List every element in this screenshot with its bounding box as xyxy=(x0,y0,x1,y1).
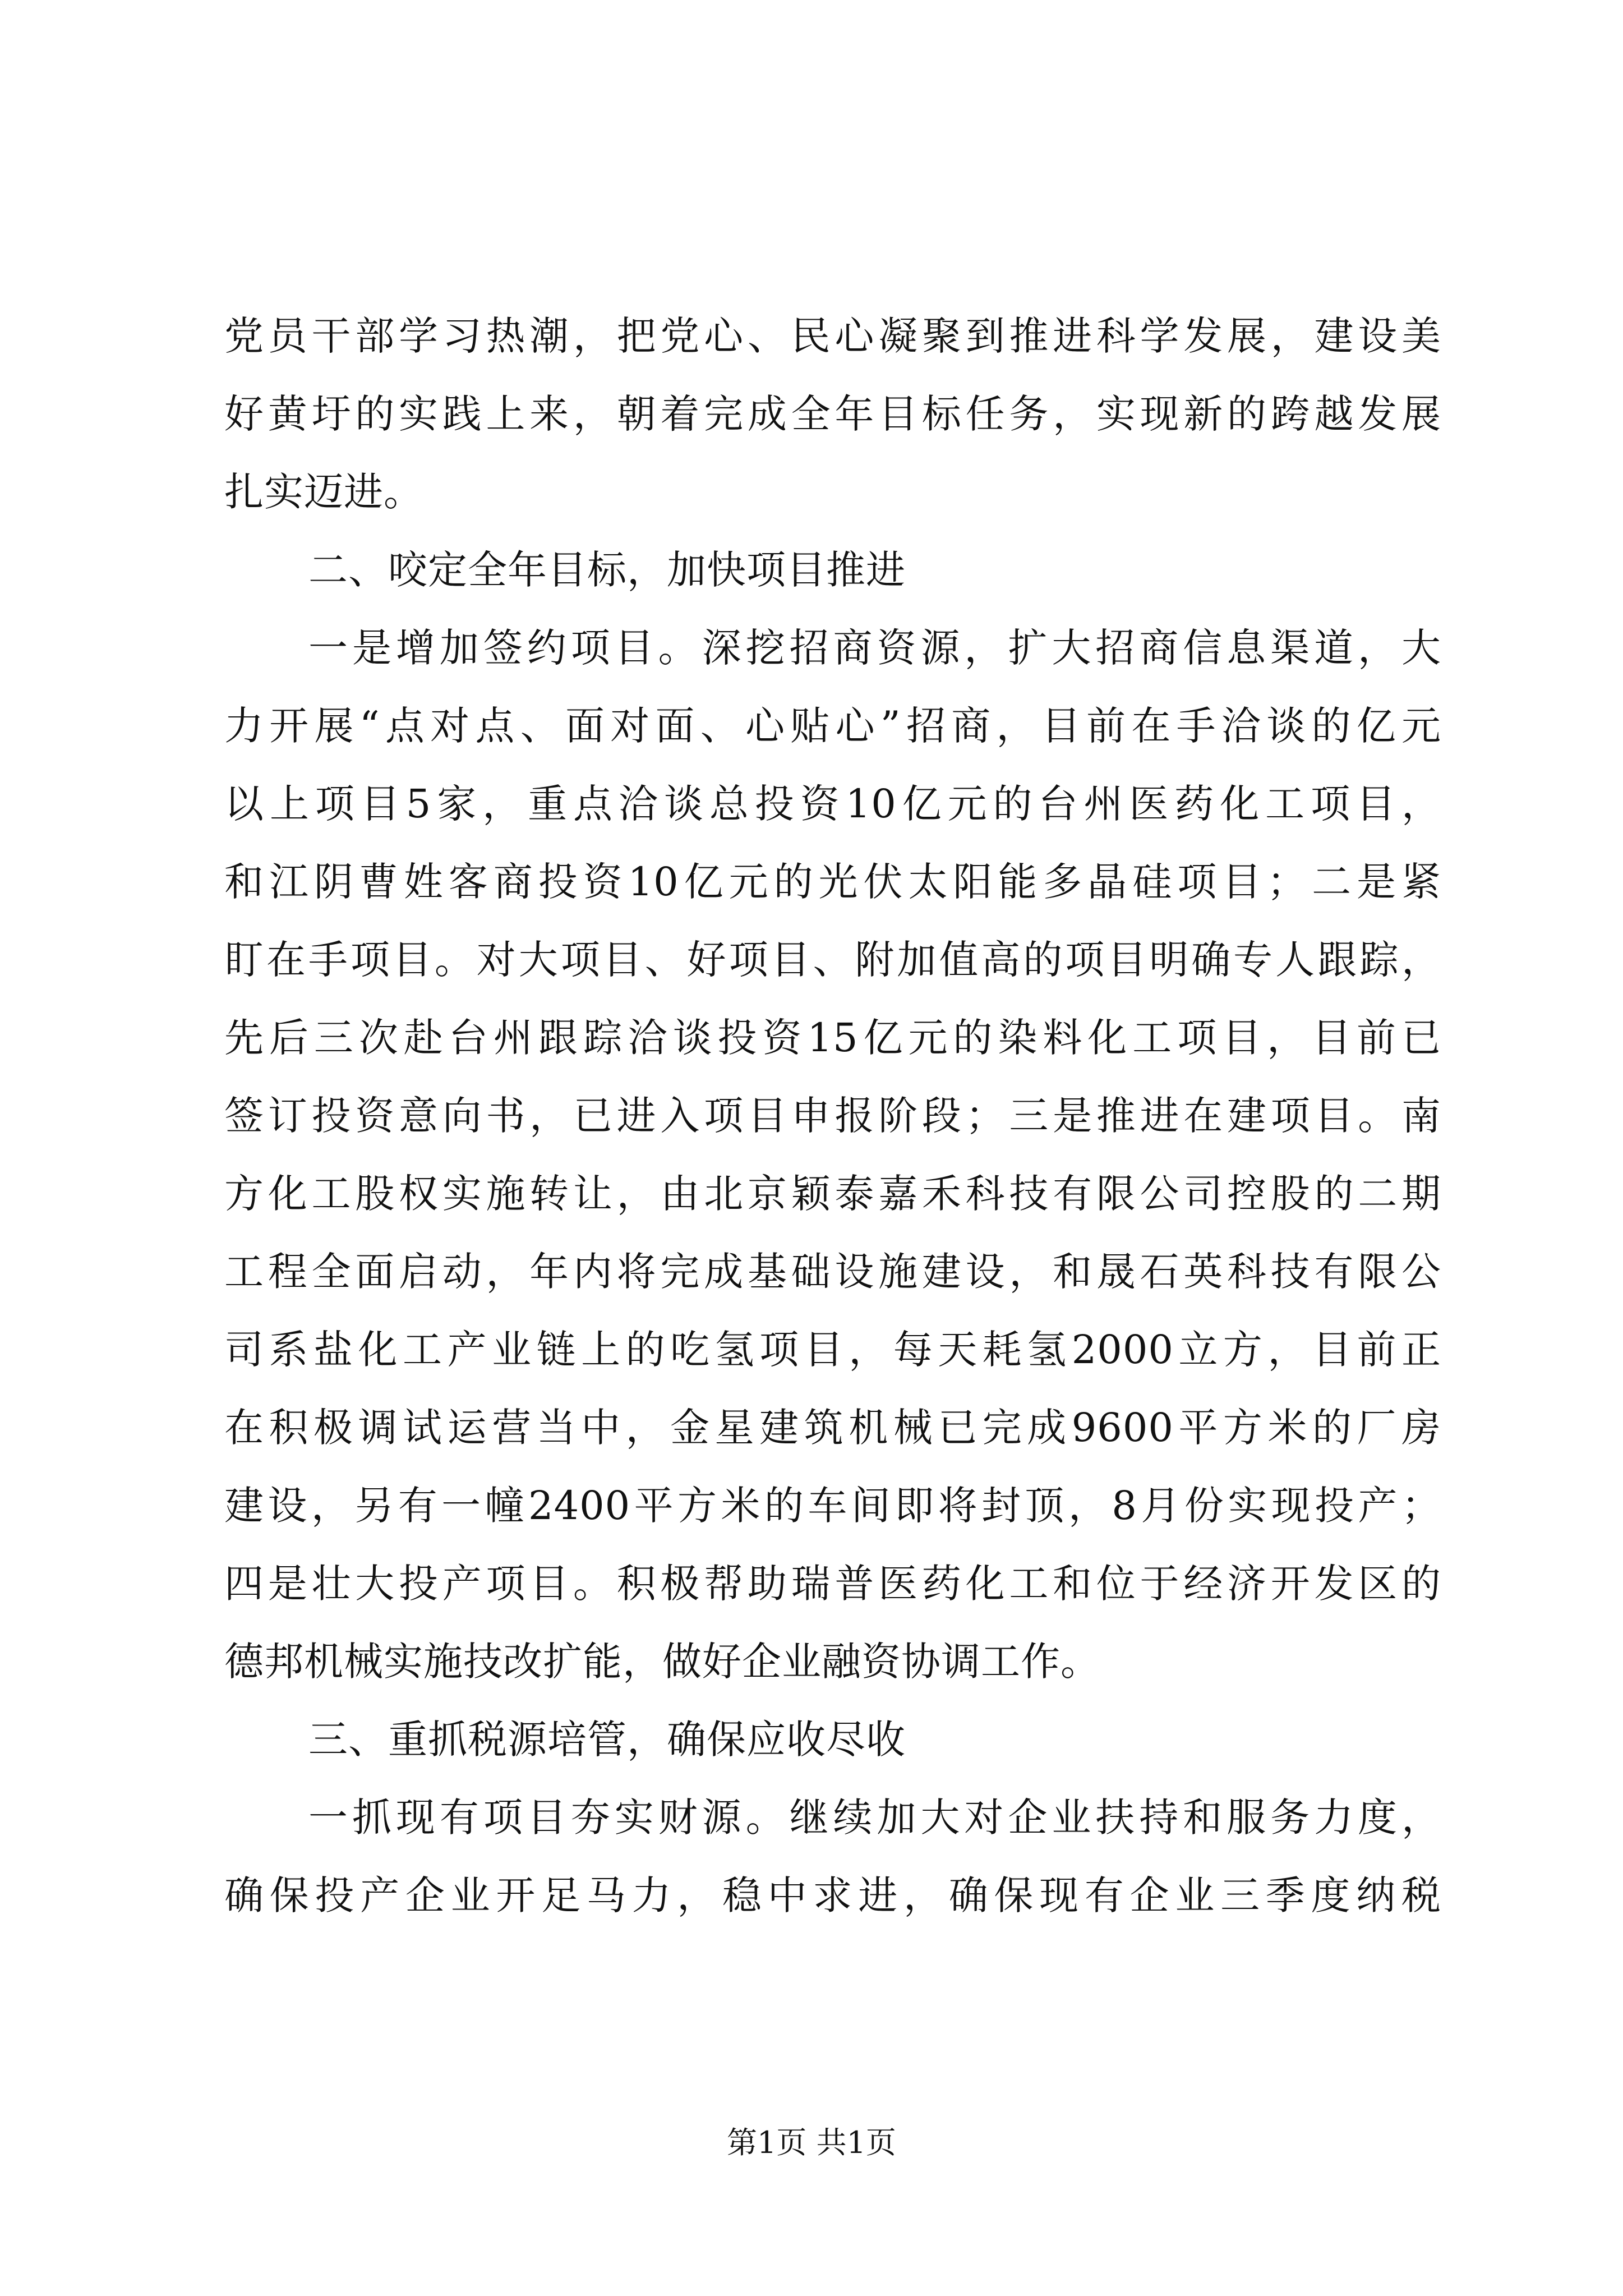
text-line: 和江阴曹姓客商投资10亿元的光伏太阳能多晶硅项目；二是紧 xyxy=(224,859,1441,905)
text-line: 扎实迈进。 xyxy=(224,469,423,515)
section-heading: 三、重抓税源培管，确保应收尽收 xyxy=(308,1717,906,1763)
text-line: 四是壮大投产项目。积极帮助瑞普医药化工和位于经济开发区的 xyxy=(224,1561,1441,1607)
text-line: 方化工股权实施转让，由北京颖泰嘉禾科技有限公司控股的二期 xyxy=(224,1171,1441,1217)
text-line: 好黄圩的实践上来，朝着完成全年目标任务，实现新的跨越发展 xyxy=(224,391,1441,437)
text-line: 工程全面启动，年内将完成基础设施建设，和晟石英科技有限公 xyxy=(224,1249,1441,1295)
text-line: 以上项目5家，重点洽谈总投资10亿元的台州医药化工项目， xyxy=(224,781,1441,827)
text-line: 盯在手项目。对大项目、好项目、附加值高的项目明确专人跟踪， xyxy=(224,937,1441,983)
section-heading: 二、咬定全年目标，加快项目推进 xyxy=(308,547,906,593)
text-line: 德邦机械实施技改扩能，做好企业融资协调工作。 xyxy=(224,1639,1100,1685)
text-line: 力开展“点对点、面对面、心贴心”招商，目前在手洽谈的亿元 xyxy=(224,703,1441,749)
text-line: 确保投产企业开足马力，稳中求进，确保现有企业三季度纳税 xyxy=(224,1872,1441,1918)
text-line: 一是增加签约项目。深挖招商资源，扩大招商信息渠道，大 xyxy=(308,625,1441,671)
text-line: 签订投资意向书，已进入项目申报阶段；三是推进在建项目。南 xyxy=(224,1093,1441,1139)
page-number-footer: 第1页 共1页 xyxy=(727,2125,896,2160)
text-line: 一抓现有项目夯实财源。继续加大对企业扶持和服务力度， xyxy=(308,1795,1441,1841)
text-line: 建设，另有一幢2400平方米的车间即将封顶，8月份实现投产； xyxy=(224,1483,1441,1529)
text-line: 党员干部学习热潮，把党心、民心凝聚到推进科学发展，建设美 xyxy=(224,313,1441,359)
text-line: 在积极调试运营当中，金星建筑机械已完成9600平方米的厂房 xyxy=(224,1405,1441,1451)
text-line: 司系盐化工产业链上的吃氢项目，每天耗氢2000立方，目前正 xyxy=(224,1327,1441,1373)
text-line: 先后三次赴台州跟踪洽谈投资15亿元的染料化工项目，目前已 xyxy=(224,1015,1441,1061)
